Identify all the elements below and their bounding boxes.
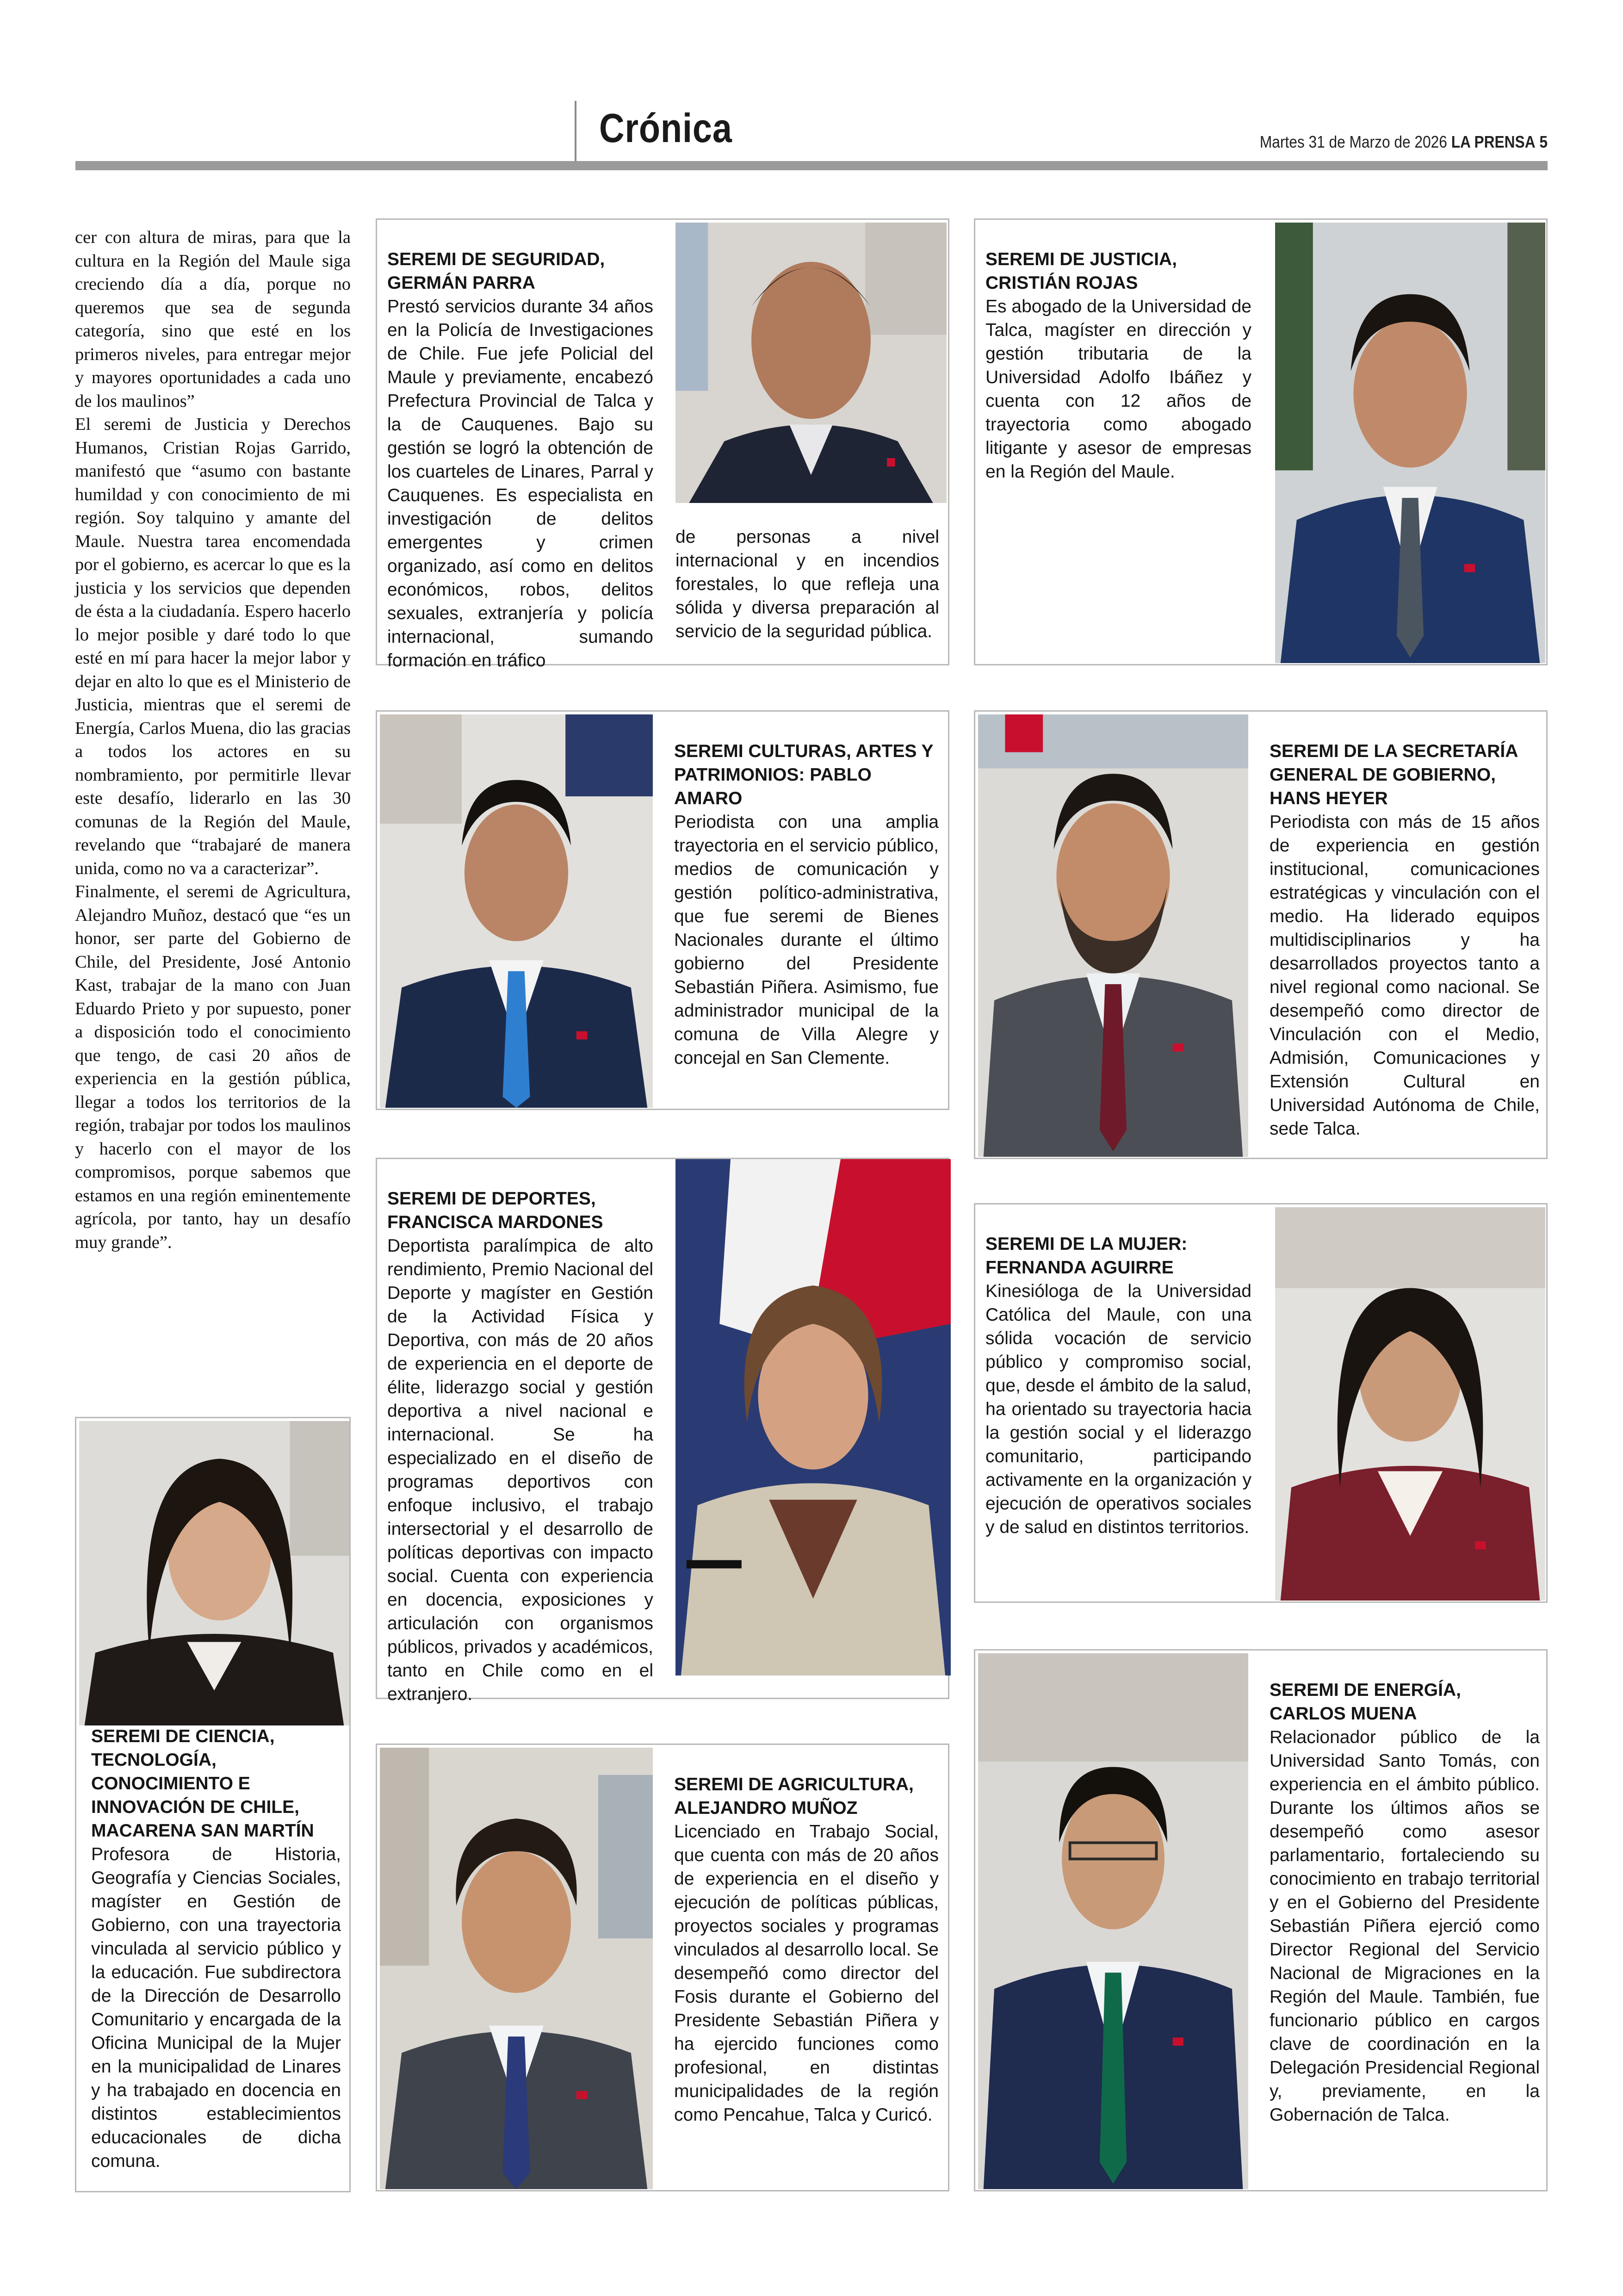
card-energia-text [1270, 1678, 1540, 2127]
lead-article-column [75, 226, 351, 1254]
portrait-pablo-amaro [380, 714, 653, 1108]
card-deportes [376, 1158, 949, 1704]
card-ciencia-title: SEREMI DE CIENCIA, TECNOLOGÍA, CONOCIMIENTO E INNOVACIÓN DE CHILE, MACARENA SAN MARTÍN [91, 1726, 314, 1841]
card-agricultura-text [674, 1773, 939, 2127]
card-gobierno-bio: Periodista con más de 15 años de experiencia en gestión institucional, comunicaciones estratégicas y vinculación con el medio. Ha liderado equipos multidisciplinarios y ha desarrollados proyectos tanto a nivel regional como nacional. Se desempeñó como director de Vinculación con el Medio, Admisión, Comunicaciones y Extensión Cultural en Universidad Autónoma de Chile, sede Talca. [1270, 812, 1540, 1139]
card-gobierno [974, 710, 1548, 1159]
card-ciencia-text [91, 1725, 341, 2173]
card-justicia-bio: Es abogado de la Universidad de Talca, magíster en dirección y gestión tributaria de la Universidad Adolfo Ibáñez y cuenta con 12 años de trayectoria como abogado litigante y asesor de empresas en la Región del Maule. [985, 297, 1251, 482]
card-deportes-bio: Deportista paralímpica de alto rendimiento, Premio Nacional del Deporte y magíster en Gestión de la Actividad Física y Deportiva, con más de 20 años de experiencia en el deporte de élite, liderazgo social y gestión deportiva a nivel nacional e internacional. Se ha especializado en el diseño de programas deportivos con enfoque inclusivo, el trabajo intersectorial y el desarrollo de políticas deportivas con impacto social. Cuenta con experiencia en docencia, exposiciones y articulación con organismos públicos, privados y académicos, tanto en Chile como en el extranjero. [387, 1236, 653, 1704]
card-seguridad-title: SEREMI DE SEGURIDAD, GERMÁN PARRA [387, 249, 605, 293]
card-agricultura [376, 1744, 949, 2191]
card-culturas-text [674, 739, 939, 1070]
portrait-fernanda-aguirre [1275, 1207, 1545, 1601]
section-title: Crónica [599, 105, 732, 151]
lead-paragraph-2: El seremi de Justicia y Derechos Humanos, Cristian Rojas Garrido, manifestó que “asumo con bastante humildad y con conocimiento de mi región. Soy talquino y amante del Maule. Nuestra tarea encomendada por el gobierno, es acercar lo que es la justicia y los servicios que dependen de ésta a la ciudadanía. Espero hacerlo lo mejor posible y daré todo lo que esté en mí para hacer la mejor labor y dejar en alto lo que es el Ministerio de Justicia, mientras que el seremi de Energía, Carlos Muena, dio las gracias a todos los actores en su nombramiento, por permitirle llevar este desafío, liderarlo en las 30 comunas de la Región del Maule, revelando que “trabajaré de manera unida, como no va a caracterizar”. [75, 415, 351, 878]
card-gobierno-title: SEREMI DE LA SECRETARÍA GENERAL DE GOBIERNO, HANS HEYER [1270, 741, 1518, 808]
card-agricultura-bio: Licenciado en Trabajo Social, que cuenta con más de 20 años de experiencia en el diseño y ejecución de políticas públicas, proyectos sociales y programas vinculados al desarrollo local. Se desempeñó como director del Fosis durante el Gobierno del Presidente Sebastián Piñera y ha ejercido funciones como profesional, en distintas municipalidades de la región como Pencahue, Talca y Curicó. [674, 1822, 939, 2125]
portrait-carlos-muena [978, 1653, 1248, 2189]
card-gobierno-text [1270, 739, 1540, 1141]
portrait-cristian-rojas [1275, 223, 1545, 663]
page-folio [1260, 132, 1548, 152]
lead-paragraph-3: Finalmente, el seremi de Agricultura, Alejandro Muñoz, destacó que “es un honor, ser parte del Gobierno de Chile, del Presidente, José Antonio Kast, trabajar de la mano con Juan Eduardo Prieto y por supuesto, poner a disposición todo el conocimiento que tengo, de casi 20 años de experiencia en la gestión pública, llegar a todos los territorios de la región, trabajar por todos los maulinos y hacerlo con el mayor de los compromisos, porque sabemos que estamos en una región eminentemente agrícola, por tanto, hay un desafío muy grande”. [75, 882, 351, 1252]
card-mujer-title: SEREMI DE LA MUJER: FERNANDA AGUIRRE [985, 1234, 1188, 1278]
card-justicia-title: SEREMI DE JUSTICIA, CRISTIÁN ROJAS [985, 249, 1177, 293]
card-seguridad-bio-continued: de personas a nivel internacional y en incendios forestales, lo que refleja una sólida y diversa preparación al servicio de la seguridad pública. [675, 527, 939, 641]
lead-paragraph-1: cer con altura de miras, para que la cultura en la Región del Maule siga creciendo día a día, porque no queremos que sea de segunda categoría, sino que esté en los primeros niveles, para entregar mejor y mayores oportunidades a cada uno de los maulinos” [75, 228, 351, 411]
card-energia-bio: Relacionador público de la Universidad Santo Tomás, con experiencia en el ámbito público. Durante los últimos años se desempeñó como asesor parlamentario, fortaleciendo su conocimiento en trabajo territorial y en el Gobierno del Presidente Sebastián Piñera ejerció como Director Regional del Servicio Nacional de Migraciones en la Región del Maule. También, fue funcionario público en cargos clave de coordinación en la Delegación Presidencial Regional y, previamente, en la Gobernación de Talca. [1270, 1727, 1540, 2125]
card-culturas [376, 710, 949, 1110]
card-deportes-title: SEREMI DE DEPORTES, FRANCISCA MARDONES [387, 1189, 603, 1232]
card-culturas-bio: Periodista con una amplia trayectoria en el servicio público, medios de comunicación y gestión político-administrativa, que fue seremi de Bienes Nacionales durante el último gobierno del Presidente Sebastián Piñera. Asimismo, fue administrador municipal de la comuna de Villa Alegre y concejal en San Clemente. [674, 812, 939, 1068]
card-energia-title: SEREMI DE ENERGÍA, CARLOS MUENA [1270, 1680, 1461, 1724]
card-culturas-title: SEREMI CULTURAS, ARTES Y PATRIMONIOS: PABLO AMARO [674, 741, 933, 808]
portrait-francisca-mardones [675, 1159, 951, 1675]
card-seguridad [376, 218, 949, 670]
issue-date: Martes 31 de Marzo de 2026 [1259, 132, 1447, 151]
card-agricultura-title: SEREMI DE AGRICULTURA, ALEJANDRO MUÑOZ [674, 1775, 914, 1818]
card-mujer-text [985, 1232, 1251, 1539]
card-justicia-text [985, 248, 1251, 484]
page-number: 5 [1539, 132, 1548, 151]
card-ciencia-bio: Profesora de Historia, Geografía y Ciencias Sociales, magíster en Gestión de Gobierno, con una trayectoria vinculada al servicio público y la educación. Fue subdirectora de la Dirección de Desarrollo Comunitario y encargada de la Oficina Municipal de la Mujer en la municipalidad de Linares y ha trabajado en docencia en distintos establecimientos educacionales de dicha comuna. [91, 1844, 341, 2171]
card-deportes-text [387, 1187, 653, 1706]
card-seguridad-text [387, 248, 653, 672]
card-justicia [974, 218, 1548, 665]
portrait-hans-heyer [978, 714, 1248, 1157]
card-seguridad-bio: Prestó servicios durante 34 años en la Policía de Investigaciones de Chile. Fue jefe Policial del Maule y previamente, encabezó Prefectura Provincial de Talca y la de Cauquenes. Bajo su gestión se logró la obtención de los cuarteles de Linares, Parral y Cauquenes. Es especialista en investigación de delitos emergentes y crimen organizado, así como en delitos económicos, robos, delitos sexuales, extranjería y policía internacional, sumando formación en tráfico [387, 297, 653, 670]
header-divider [575, 101, 576, 162]
card-mujer [974, 1203, 1548, 1603]
portrait-macarena-san-martin [79, 1421, 349, 1725]
portrait-german-parra [675, 223, 947, 503]
newspaper-name: LA PRENSA [1451, 132, 1536, 151]
portrait-alejandro-munoz [380, 1748, 653, 2189]
card-energia [974, 1649, 1548, 2191]
card-ciencia [75, 1417, 351, 2192]
header-rule [75, 161, 1548, 170]
card-mujer-bio: Kinesióloga de la Universidad Católica del Maule, con una sólida vocación de servicio público y compromiso social, que, desde el ámbito de la salud, ha orientado su trayectoria hacia la gestión social y el liderazgo comunitario, participando activamente en la organización y ejecución de operativos sociales y de salud en distintos territorios. [985, 1281, 1251, 1537]
